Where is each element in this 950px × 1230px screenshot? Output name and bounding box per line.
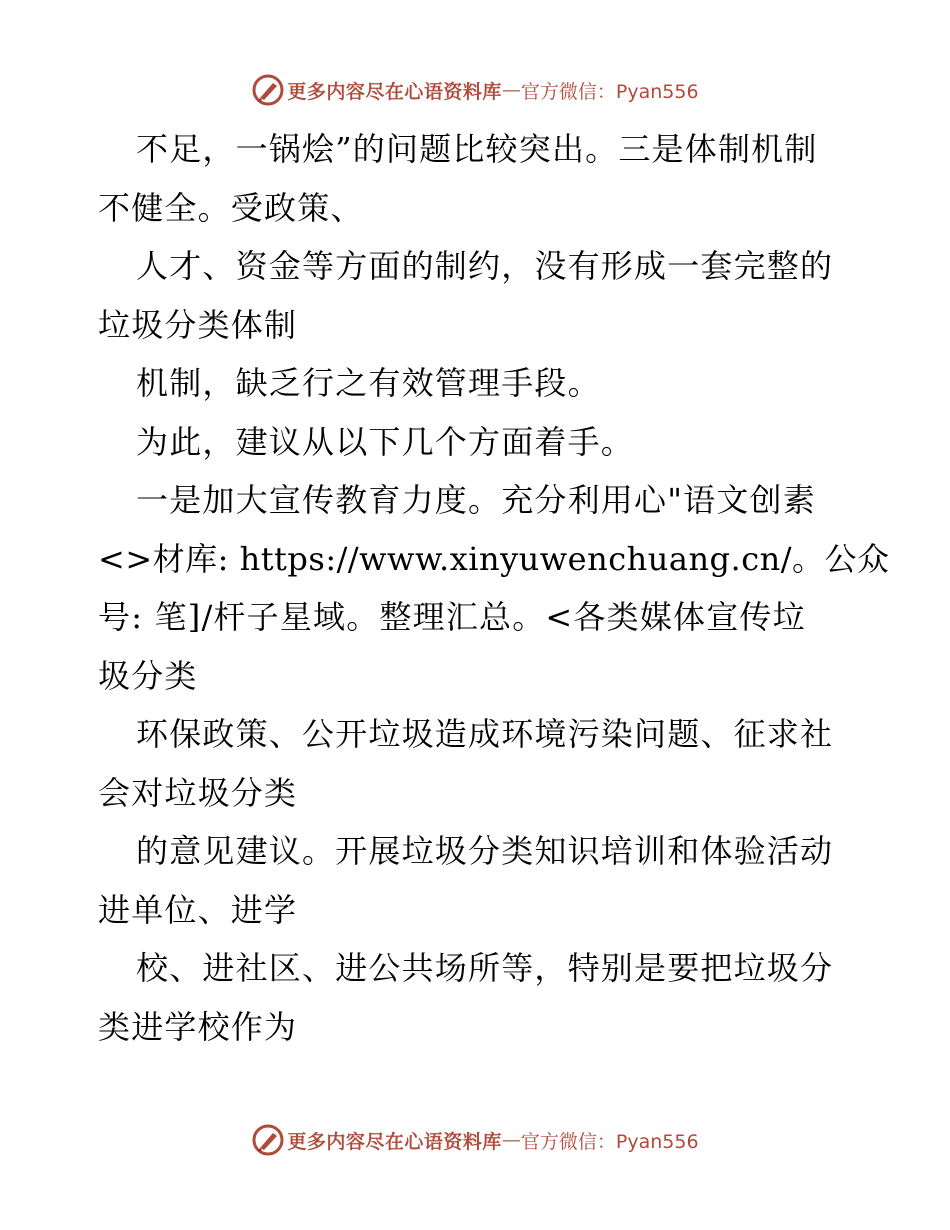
text-line: 不足，一锅烩”的问题比较突出。三是体制机制 bbox=[136, 130, 818, 168]
footer-banner bbox=[0, 1122, 950, 1158]
text-line: 垃圾分类体制 bbox=[98, 305, 298, 344]
pen-nib-logo-icon bbox=[251, 73, 285, 107]
text-line: 号: 笔]/杆子星域。整理汇总。<各类媒体宣传垃 bbox=[98, 598, 806, 636]
pen-nib-logo-icon bbox=[251, 1123, 285, 1157]
text-line: 进单位、进学 bbox=[98, 890, 298, 929]
header-separator: — bbox=[501, 79, 521, 101]
footer-wechat-text: 官方微信：Pyan556 bbox=[520, 1130, 699, 1153]
header-wechat-text: 官方微信：Pyan556 bbox=[520, 80, 699, 103]
text-line: <>材库: https://www.xinyuwenchuang.cn/。公众 bbox=[98, 539, 890, 578]
text-line: 校、进社区、进公共场所等，特别是要把垃圾分 bbox=[136, 949, 834, 987]
text-line: 圾分类 bbox=[98, 656, 198, 695]
header-banner bbox=[0, 72, 950, 108]
footer-site-text: 更多内容尽在心语资料库 bbox=[287, 1130, 502, 1153]
text-line: 会对垃圾分类 bbox=[98, 773, 298, 812]
text-line: 的意见建议。开展垃圾分类知识培训和体验活动 bbox=[136, 832, 834, 870]
footer-separator: — bbox=[501, 1129, 521, 1151]
text-line: 一是加大宣传教育力度。充分利用心"语文创素 bbox=[136, 481, 816, 519]
text-line: 为此，建议从以下几个方面着手。 bbox=[136, 422, 635, 461]
text-line: 不健全。受政策、 bbox=[98, 188, 364, 227]
header-site-text: 更多内容尽在心语资料库 bbox=[287, 80, 502, 103]
text-line: 机制，缺乏行之有效管理手段。 bbox=[136, 364, 601, 402]
text-line: 类进学校作为 bbox=[98, 1007, 298, 1046]
text-line: 人才、资金等方面的制约，没有形成一套完整的 bbox=[136, 247, 834, 285]
document-body bbox=[98, 120, 890, 1056]
text-line: 环保政策、公开垃圾造成环境污染问题、征求社 bbox=[136, 715, 834, 753]
